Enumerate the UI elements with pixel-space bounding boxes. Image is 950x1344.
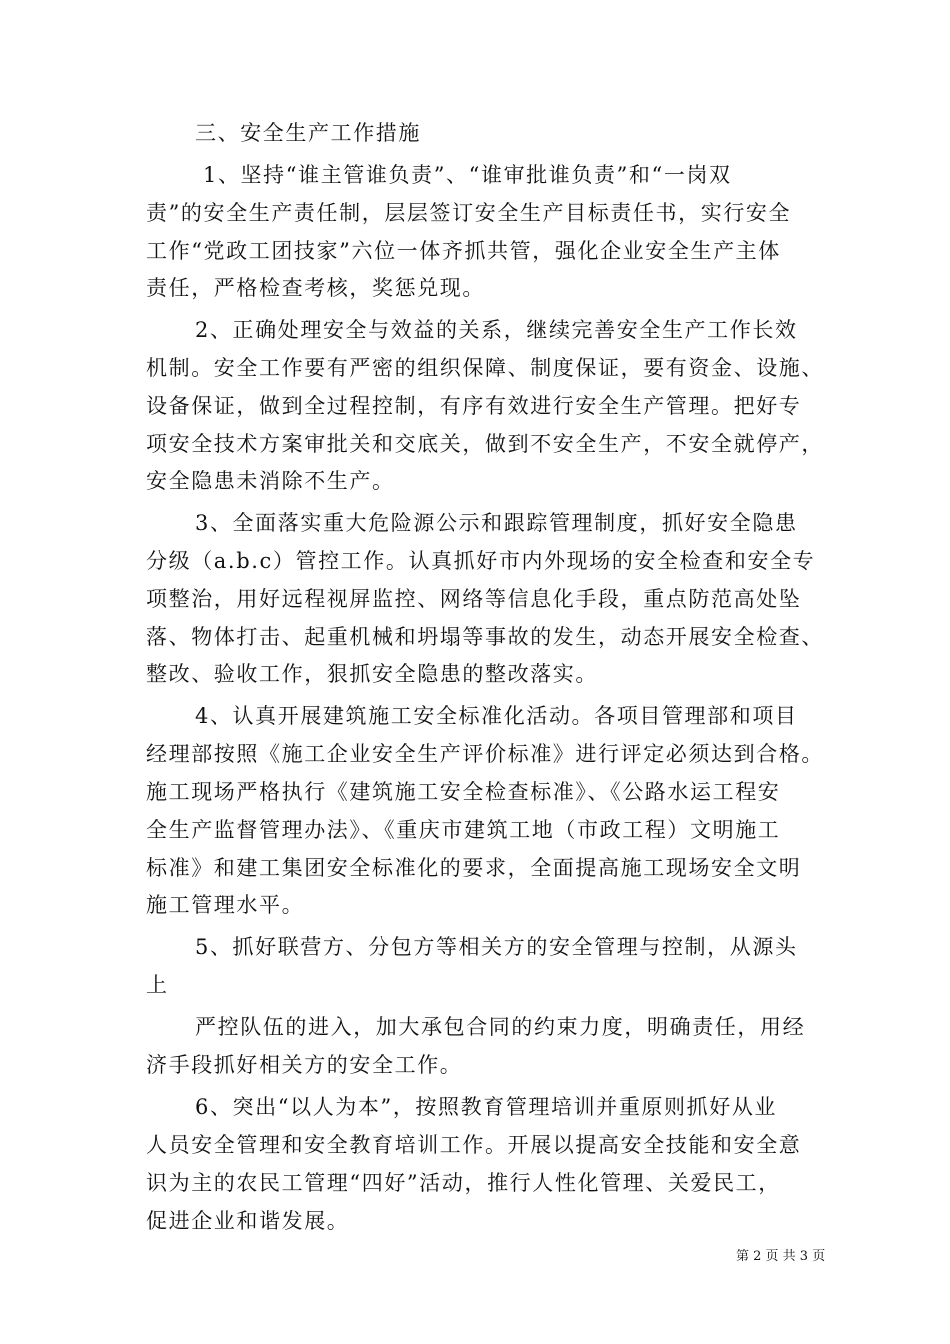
section-heading: 三、安全生产工作措施 <box>195 121 421 145</box>
paragraph-5b-line-1: 严控队伍的进入，加大承包合同的约束力度，明确责任，用经 <box>195 1015 806 1039</box>
paragraph-2-line-4: 项安全技术方案审批关和交底关，做到不安全生产，不安全就停产， <box>146 432 824 456</box>
paragraph-3-line-3: 项整治，用好远程视屏监控、网络等信息化手段，重点防范高处坠 <box>146 587 802 611</box>
paragraph-6-line-3: 识为主的农民工管理“四好”活动，推行人性化管理、关爱民工， <box>146 1171 781 1195</box>
paragraph-1-line-1: 1、坚持“谁主管谁负责”、“谁审批谁负责”和“一岗双 <box>203 163 732 187</box>
page-number-footer: 第 2 页 共 3 页 <box>736 1249 826 1264</box>
paragraph-3-line-5: 整改、验收工作，狠抓安全隐患的整改落实。 <box>146 662 598 686</box>
paragraph-1-line-2: 责”的安全生产责任制，层层签订安全生产目标责任书，实行安全 <box>146 201 792 225</box>
paragraph-2-line-3: 设备保证，做到全过程控制，有序有效进行安全生产管理。把好专 <box>146 394 802 418</box>
paragraph-2-line-5: 安全隐患未消除不生产。 <box>146 469 395 493</box>
paragraph-4-line-5: 标准》和建工集团安全标准化的要求，全面提高施工现场安全文明 <box>146 856 802 880</box>
paragraph-3-line-4: 落、物体打击、起重机械和坍塌等事故的发生，动态开展安全检查、 <box>146 625 824 649</box>
paragraph-4-line-3: 施工现场严格执行《建筑施工安全检查标准》、《公路水运工程安 <box>146 780 781 804</box>
paragraph-6-line-1: 6、突出“以人为本”，按照教育管理培训并重原则抓好从业 <box>195 1095 778 1119</box>
paragraph-5-line-2: 上 <box>146 973 169 997</box>
paragraph-5-line-1: 5、抓好联营方、分包方等相关方的安全管理与控制，从源头 <box>195 935 798 959</box>
paragraph-4-line-2: 经理部按照《施工企业安全生产评价标准》进行评定必须达到合格。 <box>146 742 824 766</box>
paragraph-2-line-1: 2、正确处理安全与效益的关系，继续完善安全生产工作长效 <box>195 318 798 342</box>
paragraph-4-line-6: 施工管理水平。 <box>146 893 305 917</box>
paragraph-5b-line-2: 济手段抓好相关方的安全工作。 <box>146 1053 463 1077</box>
paragraph-6-line-2: 人员安全管理和安全教育培训工作。开展以提高安全技能和安全意 <box>146 1133 802 1157</box>
paragraph-1-line-3: 工作“党政工团技家”六位一体齐抓共管，强化企业安全生产主体 <box>146 239 781 263</box>
paragraph-6-line-4: 促进企业和谐发展。 <box>146 1209 350 1233</box>
paragraph-2-line-2: 机制。安全工作要有严密的组织保障、制度保证，要有资金、设施、 <box>146 356 824 380</box>
paragraph-4-line-4: 全生产监督管理办法》、《重庆市建筑工地（市政工程）文明施工 <box>146 818 781 842</box>
paragraph-4-line-1: 4、认真开展建筑施工安全标准化活动。各项目管理部和项目 <box>195 704 798 728</box>
paragraph-3-line-1: 3、全面落实重大危险源公示和跟踪管理制度，抓好安全隐患 <box>195 511 798 535</box>
paragraph-1-line-4: 责任，严格检查考核，奖惩兑现。 <box>146 276 485 300</box>
paragraph-3-line-2: 分级（a.b.c）管控工作。认真抓好市内外现场的安全检查和安全专 <box>146 549 816 573</box>
